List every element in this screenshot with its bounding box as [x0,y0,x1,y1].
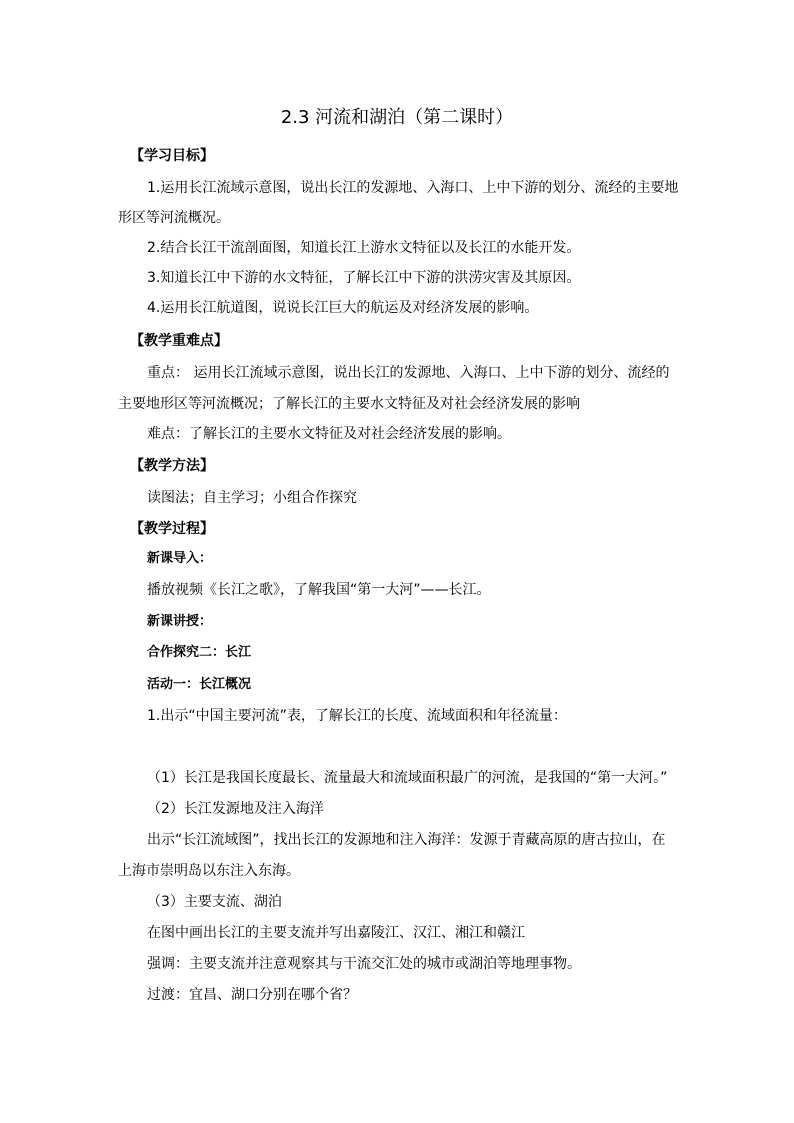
sub-item-3-line-1: 在图中画出长江的主要支流并写出嘉陵江、汉江、湘江和赣江 [147,925,525,941]
sub-item-1: （1）长江是我国长度最长、流量最大和流域面积最广的河流，是我国的“第一大河。” [147,770,668,786]
intro-label: 新课导入： [147,551,213,566]
method-heading: 【教学方法】 [130,458,214,474]
process-heading: 【教学过程】 [130,521,214,537]
key-point-line-2: 主要地形区等河流概况；了解长江的主要水文特征及对社会经济发展的影响 [118,396,580,412]
goals-heading: 【学习目标】 [130,148,214,164]
goal-4: 4.运用长江航道图，说说长江巨大的航运及对经济发展的影响。 [147,300,539,316]
sub-item-3: （3）主要支流、湖泊 [147,894,282,910]
goal-1-line-2: 形区等河流概况。 [118,210,230,226]
difficulty-point: 难点：了解长江的主要水文特征及对社会经济发展的影响。 [147,426,511,442]
key-point-line-1: 重点： 运用长江流域示意图，说出长江的发源地、入海口、上中下游的划分、流经的 [147,365,670,381]
goal-2: 2.结合长江干流剖面图，知道长江上游水文特征以及长江的水能开发。 [147,240,581,256]
lecture-label: 新课讲授： [147,614,213,629]
keypoints-heading: 【教学重难点】 [130,333,228,349]
sub-item-2-line-1: 出示“长江流域图”，找出长江的发源地和注入海洋：发源于青藏高原的唐古拉山，在 [147,832,666,848]
sub-item-2-line-2: 上海市崇明岛以东注入东海。 [118,863,300,879]
emphasis-text: 强调：主要支流并注意观察其与干流交汇处的城市或湖泊等地理事物。 [147,956,581,972]
page-title: 2.3 河流和湖泊（第二课时） [280,107,514,128]
intro-text: 播放视频《长江之歌》，了解我国“第一大河”——长江。 [147,582,491,598]
transition-text: 过渡：宜昌、湖口分别在哪个省？ [147,987,357,1003]
activity-label: 活动一：长江概况 [147,677,252,692]
goal-3: 3.知道长江中下游的水文特征，了解长江中下游的洪涝灾害及其原因。 [147,270,581,286]
coop-label: 合作探究二：长江 [147,645,252,660]
item-1: 1.出示“中国主要河流”表，了解长江的长度、流域面积和年径流量： [147,708,567,724]
goal-1-line-1: 1.运用长江流域示意图，说出长江的发源地、入海口、上中下游的划分、流经的主要地 [147,180,679,196]
method-text: 读图法；自主学习；小组合作探究 [147,490,357,506]
sub-item-2: （2）长江发源地及注入海洋 [147,801,324,817]
